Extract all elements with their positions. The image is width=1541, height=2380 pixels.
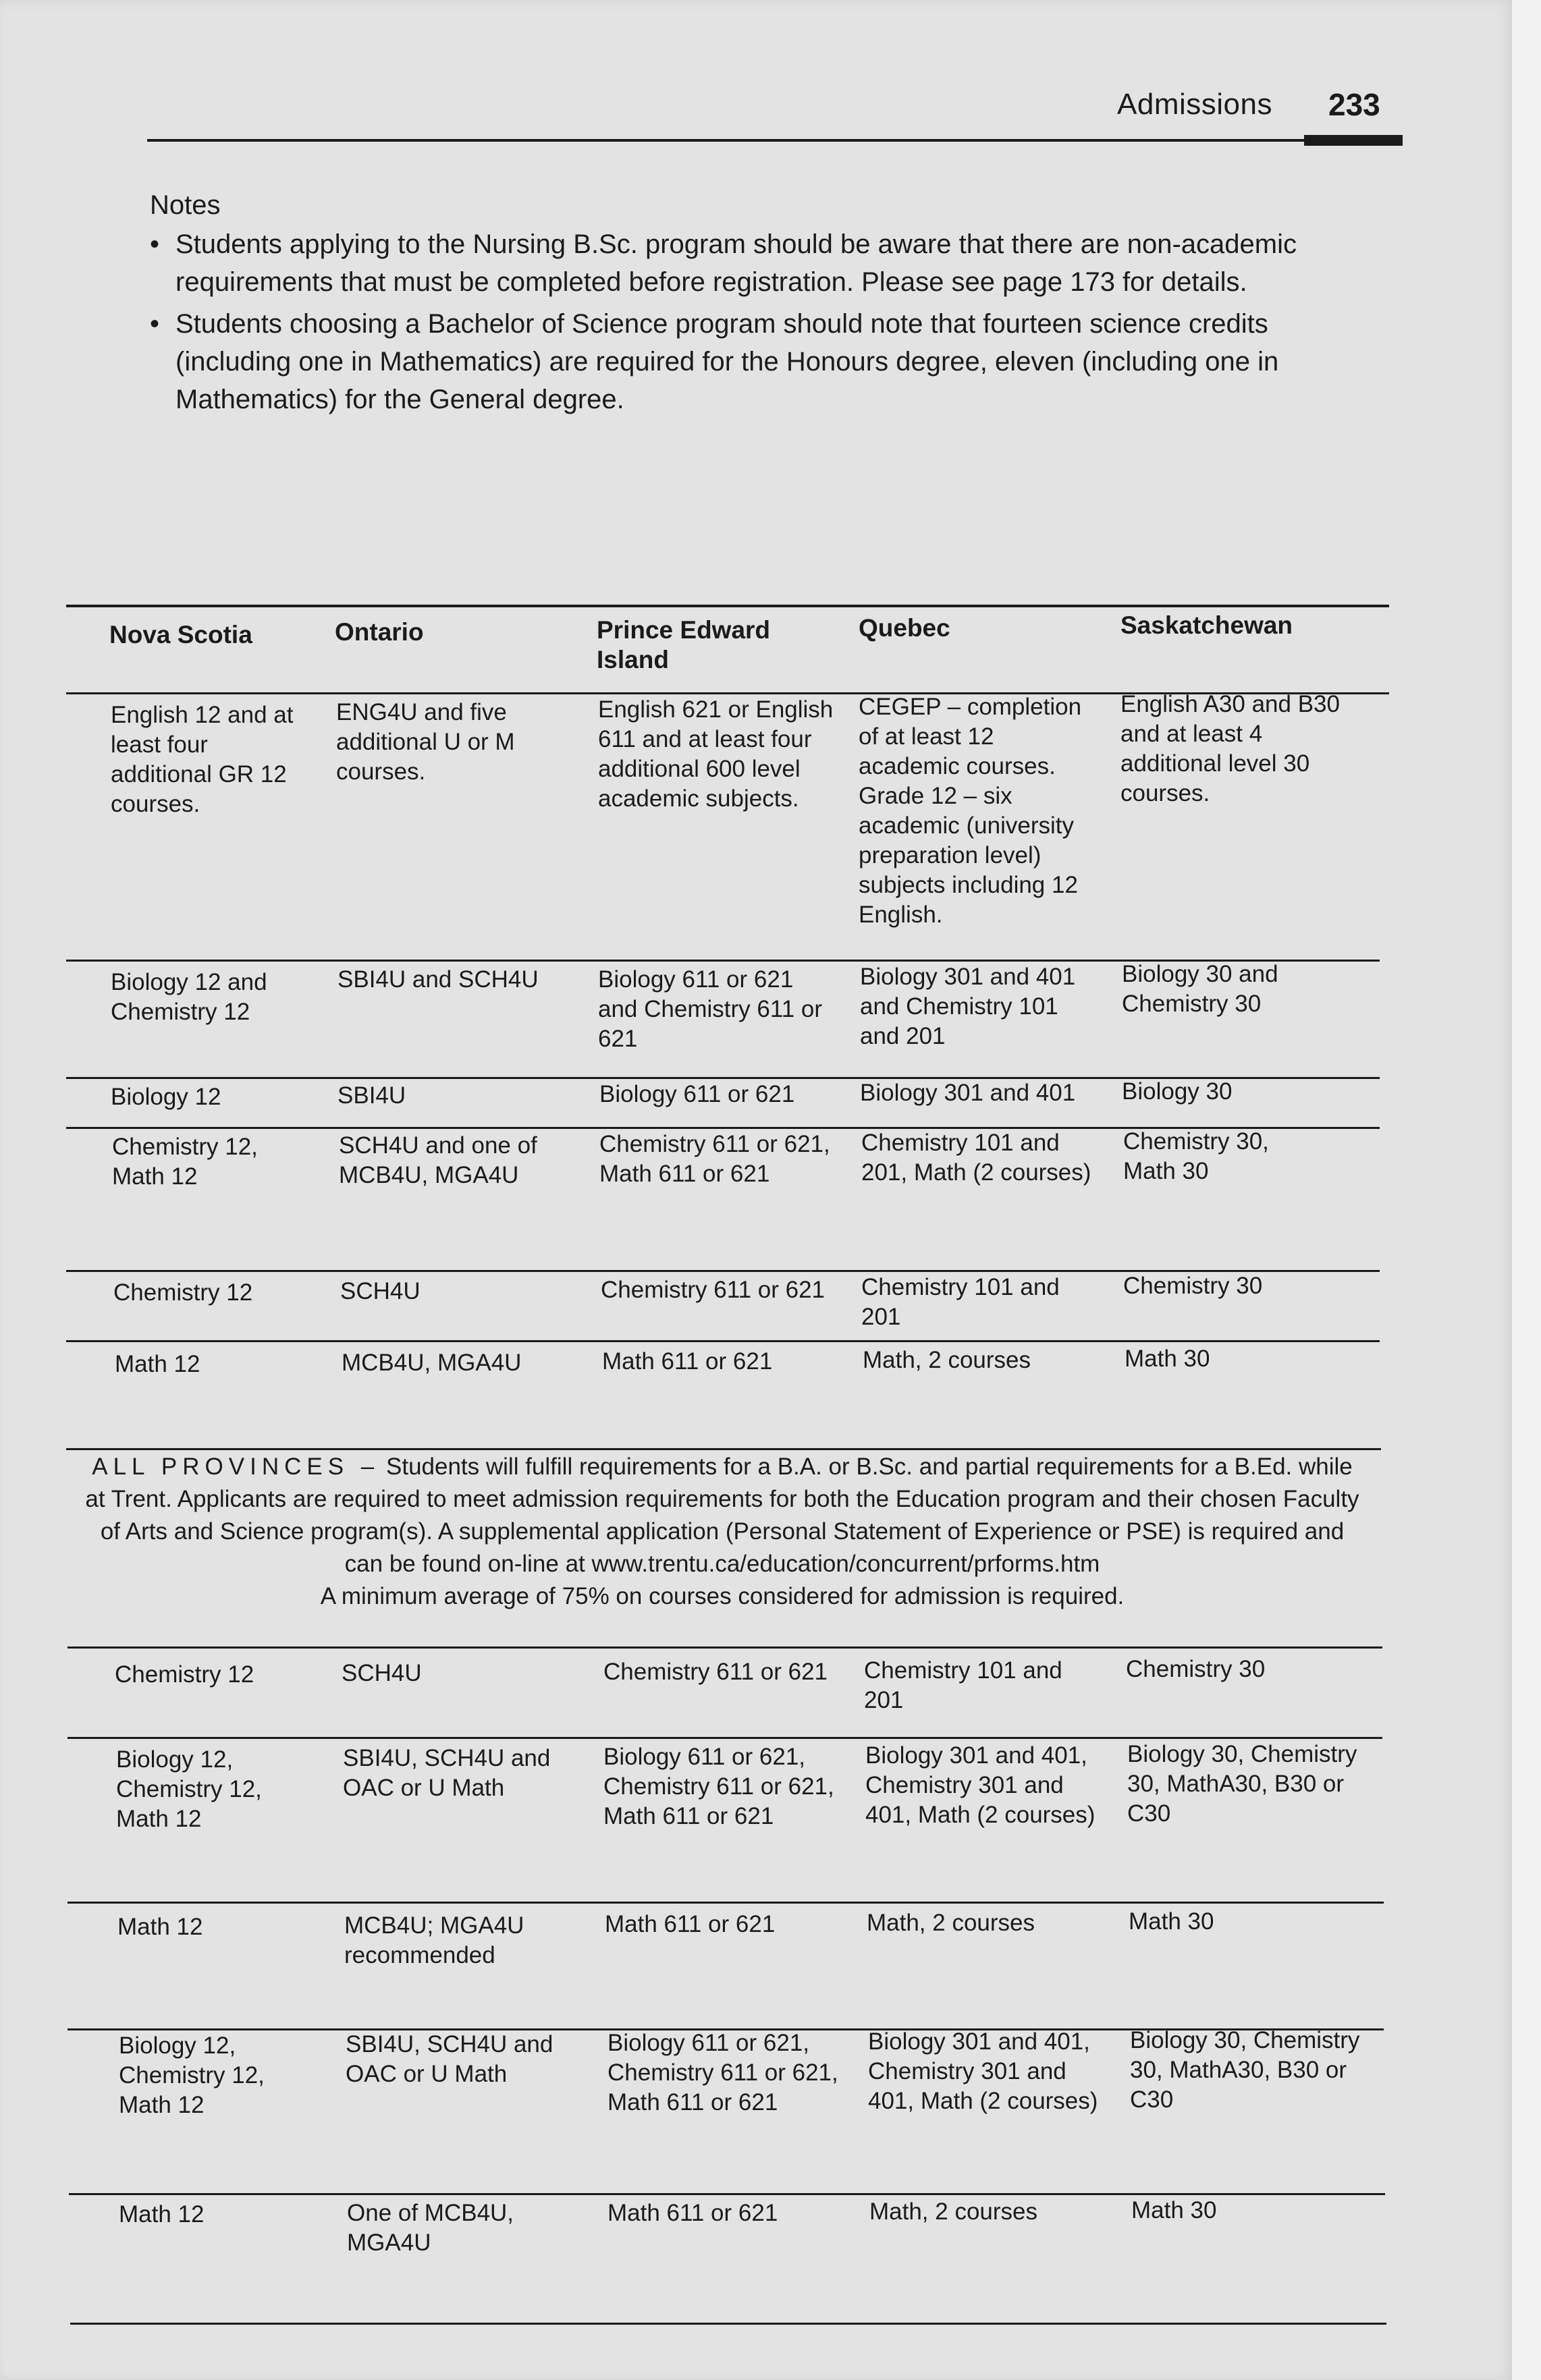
page-edge bbox=[1512, 0, 1541, 2380]
note-item bbox=[150, 305, 1365, 418]
bullet: • bbox=[150, 309, 160, 339]
table-cell: Chemistry 12, Math 12 bbox=[112, 1134, 258, 1190]
header-rule-accent bbox=[1304, 135, 1403, 146]
table-top-rule bbox=[66, 605, 1389, 607]
column-header-pei: Prince Edward Island bbox=[597, 616, 771, 673]
table-cell: Biology 12 and Chemistry 12 bbox=[111, 969, 267, 1025]
table-cell: Biology 30 and Chemistry 30 bbox=[1122, 961, 1278, 1017]
table-cell: Biology 12, Chemistry 12, Math 12 bbox=[119, 2032, 265, 2118]
column-header-quebec: Quebec bbox=[859, 614, 950, 642]
header-rule bbox=[147, 139, 1403, 142]
table-cell: Chemistry 12 bbox=[115, 1661, 254, 1688]
table-cell: Chemistry 12 bbox=[113, 1279, 253, 1306]
table-cell: Chemistry 30 bbox=[1123, 1273, 1263, 1299]
table-cell: SBI4U and SCH4U bbox=[337, 966, 539, 993]
row-rule bbox=[67, 1646, 1382, 1649]
table-cell: Biology 301 and 401, Chemistry 301 and 401, Math (2 courses) bbox=[868, 2028, 1098, 2114]
table-cell: CEGEP – completion of at least 12 academic courses. Grade 12 – six academic (university preparation level) subjects including 12 English. bbox=[859, 694, 1082, 928]
table-cell: English 12 and at least four additional GR 12 courses. bbox=[111, 702, 294, 817]
table-cell: Chemistry 101 and 201, Math (2 courses) bbox=[861, 1130, 1091, 1186]
table-cell: SBI4U, SCH4U and OAC or U Math bbox=[346, 2031, 553, 2087]
table-cell: Math 611 or 621 bbox=[607, 2200, 778, 2226]
row-rule bbox=[69, 2193, 1385, 2195]
table-cell: Math 611 or 621 bbox=[605, 1911, 776, 1937]
row-rule bbox=[67, 1737, 1382, 1739]
all-provinces-note bbox=[81, 1451, 1363, 1613]
table-cell: SCH4U and one of MCB4U, MGA4U bbox=[339, 1132, 537, 1188]
table-cell: Chemistry 611 or 621 bbox=[601, 1277, 826, 1303]
table-bottom-rule bbox=[70, 2323, 1386, 2325]
column-header-nova-scotia: Nova Scotia bbox=[109, 621, 252, 648]
table-cell: Math, 2 courses bbox=[867, 1910, 1035, 1936]
notes-title: Notes bbox=[150, 190, 221, 220]
table-cell: Math 611 or 621 bbox=[602, 1348, 773, 1375]
note-text: Students applying to the Nursing B.Sc. program should be aware that there are non-academic requirements that must be completed before registration. Please see page 173 for details. bbox=[175, 229, 1297, 297]
column-header-ontario: Ontario bbox=[335, 618, 424, 646]
table-cell: Biology 611 or 621 bbox=[599, 1081, 795, 1107]
table-cell: Chemistry 30, Math 30 bbox=[1123, 1128, 1269, 1184]
row-rule bbox=[66, 1448, 1381, 1450]
table-cell: SBI4U, SCH4U and OAC or U Math bbox=[343, 1745, 551, 1801]
table-cell: Math 30 bbox=[1129, 1908, 1214, 1935]
table-cell: Biology 301 and 401 bbox=[860, 1080, 1076, 1106]
table-cell: Chemistry 101 and 201 bbox=[864, 1657, 1062, 1713]
notes-section bbox=[150, 186, 1365, 422]
table-cell: Chemistry 101 and 201 bbox=[861, 1274, 1060, 1330]
table-cell: Math 12 bbox=[115, 1351, 200, 1377]
table-cell: Biology 301 and 401 and Chemistry 101 and 201 bbox=[860, 964, 1076, 1049]
table-cell: Biology 611 or 621 and Chemistry 611 or 621 bbox=[598, 966, 823, 1052]
all-provinces-lead: ALL PROVINCES – bbox=[92, 1454, 380, 1480]
note-text: Students choosing a Bachelor of Science program should note that fourteen science credits (including one in Mathematics) are required for the Honours degree, eleven (including one in Mathematics) for the General degree. bbox=[175, 309, 1279, 414]
table-cell: Math 12 bbox=[117, 1914, 203, 1940]
table-cell: Math 30 bbox=[1131, 2197, 1217, 2223]
all-provinces-paragraph bbox=[81, 1451, 1363, 1580]
table-cell: Biology 12 bbox=[111, 1084, 221, 1110]
notes-list bbox=[150, 225, 1365, 418]
table-cell: Chemistry 611 or 621 bbox=[603, 1659, 828, 1685]
table-cell: Chemistry 611 or 621, Math 611 or 621 bbox=[599, 1131, 830, 1187]
note-item bbox=[150, 225, 1365, 301]
table-cell: Biology 30, Chemistry 30, MathA30, B30 or C30 bbox=[1130, 2027, 1360, 2113]
all-provinces-minimum: A minimum average of 75% on courses considered for admission is required. bbox=[320, 1583, 1125, 1609]
table-cell: Chemistry 30 bbox=[1126, 1656, 1266, 1682]
table-cell: Math 30 bbox=[1125, 1346, 1210, 1372]
table-cell: Math, 2 courses bbox=[863, 1347, 1031, 1373]
section-title: Admissions bbox=[1117, 88, 1272, 121]
table-cell: Biology 611 or 621, Chemistry 611 or 621, Math 611 or 621 bbox=[603, 1744, 834, 1829]
table-cell: Biology 301 and 401, Chemistry 301 and 401, Math (2 courses) bbox=[865, 1742, 1096, 1828]
bullet: • bbox=[150, 229, 160, 259]
table-cell: English 621 or English 611 and at least four additional 600 level academic subjects. bbox=[598, 696, 834, 812]
table-cell: One of MCB4U, MGA4U bbox=[347, 2200, 514, 2256]
table-cell: Math, 2 courses bbox=[869, 2198, 1037, 2225]
page-number: 233 bbox=[1328, 87, 1380, 122]
table-cell: Biology 611 or 621, Chemistry 611 or 621, Math 611 or 621 bbox=[607, 2030, 838, 2115]
row-rule bbox=[66, 1340, 1380, 1342]
table-cell: SBI4U bbox=[337, 1082, 406, 1109]
table-cell: SCH4U bbox=[340, 1278, 421, 1304]
table-cell: MCB4U, MGA4U bbox=[342, 1350, 522, 1376]
table-cell: SCH4U bbox=[342, 1660, 422, 1686]
table-cell: ENG4U and five additional U or M courses. bbox=[336, 699, 515, 785]
row-rule bbox=[67, 1902, 1384, 1904]
table-cell: MCB4U; MGA4U recommended bbox=[344, 1912, 524, 1968]
table-cell: Math 12 bbox=[119, 2201, 205, 2227]
all-provinces-text: Students will fulfill requirements for a B.A. or B.Sc. and partial requirements for a B.Ed. while at Trent. Applicants are required to meet admission requirements for both the Education program and their chosen Faculty of Arts and Science program(s). A supplemental application (Personal Statement of Experience or PSE) is required and can be found on-line at www.trentu.ca/education/concurrent/prforms.htm bbox=[85, 1454, 1359, 1577]
table-cell: Biology 30, Chemistry 30, MathA30, B30 or C30 bbox=[1127, 1741, 1357, 1827]
table-cell: English A30 and B30 and at least 4 additional level 30 courses. bbox=[1120, 691, 1340, 806]
table-cell: Biology 30 bbox=[1122, 1078, 1233, 1105]
column-header-saskatchewan: Saskatchewan bbox=[1120, 611, 1293, 639]
table-cell: Biology 12, Chemistry 12, Math 12 bbox=[116, 1746, 262, 1832]
